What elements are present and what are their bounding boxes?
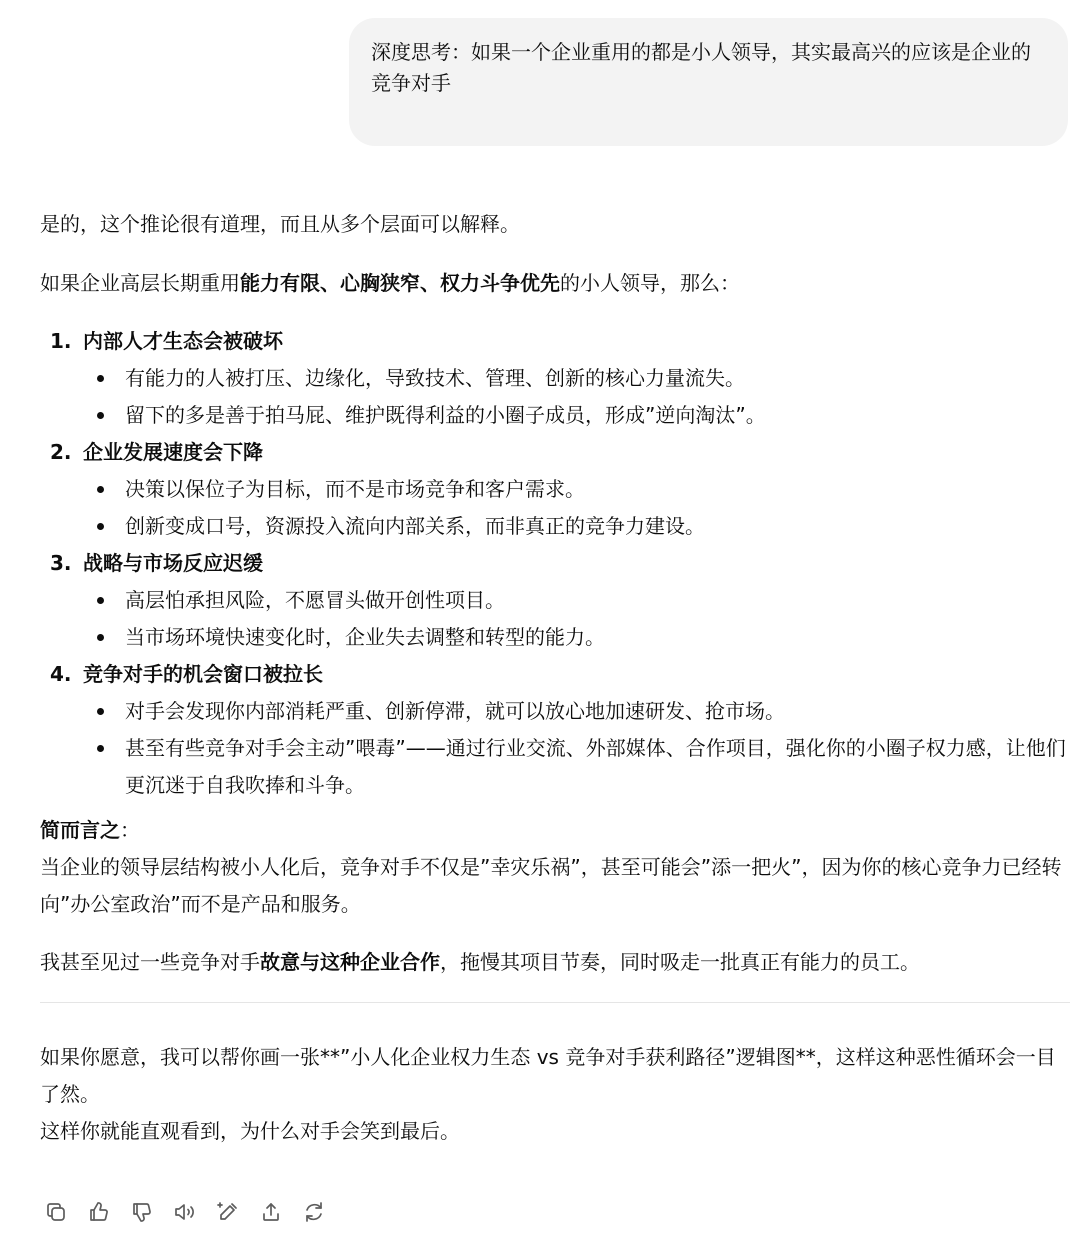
read-aloud-icon — [173, 1200, 197, 1224]
observation-start: 我甚至见过一些竞争对手 — [40, 950, 260, 974]
bullet-text: 对手会发现你内部消耗严重、创新停滞，就可以放心地加速研发、抢市场。 — [125, 699, 785, 723]
bullet-item — [40, 582, 1070, 619]
lead-text-start: 如果企业高层长期重用 — [40, 271, 240, 295]
bullet-item — [40, 619, 1070, 656]
observation-paragraph — [40, 944, 1070, 981]
answer-lead — [40, 265, 1070, 302]
item-number: 4. — [50, 662, 72, 686]
item-title: 内部人才生态会被破坏 — [83, 329, 283, 353]
item-number: 3. — [50, 551, 72, 575]
bullet-dot — [97, 745, 104, 752]
numbered-list — [40, 323, 1070, 804]
bullet-dot — [97, 634, 104, 641]
bullet-dot — [97, 523, 104, 530]
bullet-dot — [97, 597, 104, 604]
list-item — [40, 434, 1070, 545]
edit-button[interactable] — [212, 1196, 244, 1228]
assistant-response — [40, 206, 1070, 1150]
summary-text: 当企业的领导层结构被小人化后，竞争对手不仅是”幸灾乐祸”，甚至可能会”添一把火”，因为你的核心竞争力已经转向”办公室政治”而不是产品和服务。 — [40, 855, 1062, 916]
divider — [40, 1002, 1070, 1003]
bullet-text: 高层怕承担风险，不愿冒头做开创性项目。 — [125, 588, 505, 612]
bullet-item — [40, 360, 1070, 397]
item-title: 战略与市场反应迟缓 — [83, 551, 263, 575]
share-button[interactable] — [255, 1196, 287, 1228]
message-action-bar — [40, 1196, 341, 1228]
regenerate-icon — [302, 1200, 326, 1224]
closing-paragraph: 这样你就能直观看到，为什么对手会笑到最后。 — [40, 1119, 460, 1143]
thumbs-down-icon — [130, 1200, 154, 1224]
bullet-text: 有能力的人被打压、边缘化，导致技术、管理、创新的核心力量流失。 — [125, 366, 745, 390]
observation-bold: 故意与这种企业合作 — [260, 950, 440, 974]
observation-end: ，拖慢其项目节奏，同时吸走一批真正有能力的员工。 — [440, 950, 920, 974]
bullet-dot — [97, 708, 104, 715]
list-item — [40, 656, 1070, 804]
bad-response-button[interactable] — [126, 1196, 158, 1228]
item-title: 企业发展速度会下降 — [83, 440, 263, 464]
bullet-dot — [97, 486, 104, 493]
bullet-text: 甚至有些竞争对手会主动”喂毒”——通过行业交流、外部媒体、合作项目，强化你的小圈子权力感，让他们更沉迷于自我吹捧和斗争。 — [125, 736, 1066, 797]
summary-heading — [40, 812, 1070, 849]
answer-intro: 是的，这个推论很有道理，而且从多个层面可以解释。 — [40, 212, 520, 236]
bullet-item — [40, 730, 1070, 804]
item-number: 1. — [50, 329, 72, 353]
bullet-text: 留下的多是善于拍马屁、维护既得利益的小圈子成员，形成”逆向淘汰”。 — [125, 403, 766, 427]
list-item — [40, 545, 1070, 656]
summary-colon: ： — [120, 818, 140, 842]
bullet-text: 当市场环境快速变化时，企业失去调整和转型的能力。 — [125, 625, 605, 649]
bullet-dot — [97, 375, 104, 382]
bullet-item — [40, 471, 1070, 508]
bullet-text: 决策以保位子为目标，而不是市场竞争和客户需求。 — [125, 477, 585, 501]
copy-icon — [44, 1200, 68, 1224]
offer-paragraph: 如果你愿意，我可以帮你画一张**”小人化企业权力生态 vs 竞争对手获利路径”逻辑图**，这样这种恶性循环会一目了然。 — [40, 1045, 1056, 1106]
list-item — [40, 323, 1070, 434]
bullet-dot — [97, 412, 104, 419]
bullet-item — [40, 693, 1070, 730]
lead-text-end: 的小人领导，那么： — [560, 271, 740, 295]
user-message-bubble — [349, 18, 1068, 146]
read-aloud-button[interactable] — [169, 1196, 201, 1228]
item-number: 2. — [50, 440, 72, 464]
user-message-text: 深度思考：如果一个企业重用的都是小人领导，其实最高兴的应该是企业的竞争对手 — [371, 40, 1031, 95]
summary-label: 简而言之 — [40, 818, 120, 842]
item-title: 竞争对手的机会窗口被拉长 — [83, 662, 323, 686]
thumbs-up-icon — [87, 1200, 111, 1224]
bullet-text: 创新变成口号，资源投入流向内部关系，而非真正的竞争力建设。 — [125, 514, 705, 538]
good-response-button[interactable] — [83, 1196, 115, 1228]
regenerate-button[interactable] — [298, 1196, 330, 1228]
copy-button[interactable] — [40, 1196, 72, 1228]
bullet-item — [40, 397, 1070, 434]
edit-icon — [216, 1200, 240, 1224]
share-icon — [259, 1200, 283, 1224]
bullet-item — [40, 508, 1070, 545]
lead-text-bold: 能力有限、心胸狭窄、权力斗争优先 — [240, 271, 560, 295]
